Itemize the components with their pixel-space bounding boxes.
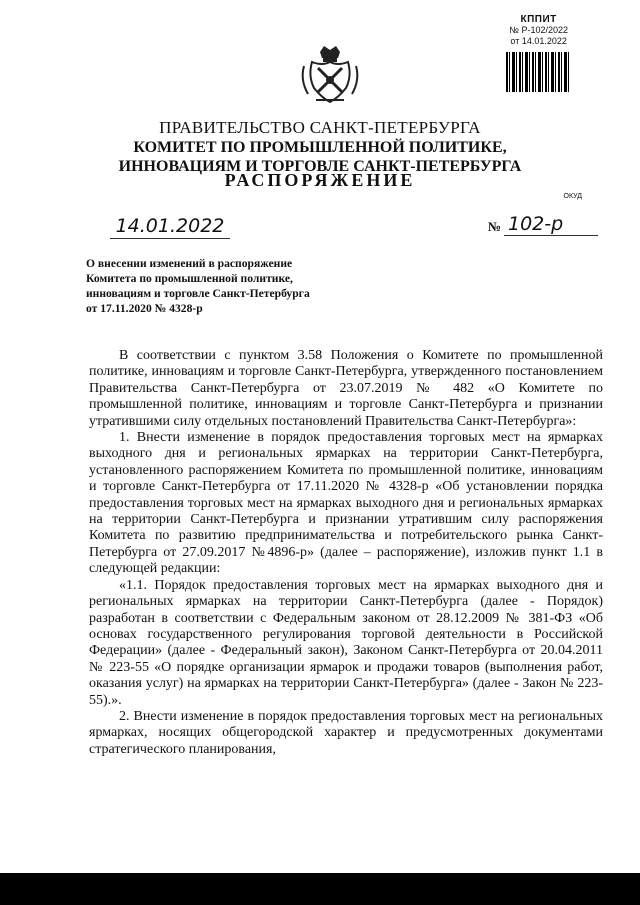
document-subject — [86, 256, 386, 316]
committee-line-1: КОМИТЕТ ПО ПРОМЫШЛЕННОЙ ПОЛИТИКЕ, — [133, 139, 507, 156]
paragraph-item-1-1: «1.1. Порядок предоставления торговых мест на ярмарках выходного дня и региональных ярмарках на территории Санкт-Петербурга (далее - Порядок) разработан в соответствии с Федеральным законом от 28.12.2009 № 381-ФЗ «Об основах государственного регулирования торговой деятельности в Российской Федерации» (далее - Федеральный закон), Законом Санкт-Петербурга от 20.04.2011 № 223-55 «О порядке организации ярмарок и продажи товаров (выполнения работ, оказания услуг) на ярмарках на территории Санкт-Петербурга» (далее - Закон № 223-55).». — [89, 577, 603, 708]
stamp-reg-date: от 14.01.2022 — [510, 36, 567, 46]
stamp-reg-number: № Р-102/2022 — [509, 25, 568, 35]
subject-line-2: Комитета по промышленной политике, — [86, 272, 293, 285]
document-date: 14.01.2022 — [110, 215, 230, 239]
government-heading: ПРАВИТЕЛЬСТВО САНКТ-ПЕТЕРБУРГА — [159, 118, 481, 137]
registration-stamp — [509, 14, 568, 47]
coat-of-arms-icon — [298, 44, 362, 108]
subject-line-4: от 17.11.2020 № 4328-р — [86, 302, 203, 315]
number-label: № — [488, 219, 502, 234]
okud-label: ОКУД — [563, 193, 582, 200]
committee-line-2: ИННОВАЦИЯМ И ТОРГОВЛЕ САНКТ-ПЕТЕРБУРГА — [118, 158, 522, 175]
stamp-code: КППИТ — [520, 14, 557, 25]
document-number: 102-р — [504, 213, 598, 236]
paragraph-item-2: 2. Внести изменение в порядок предоставления торговых мест на региональных ярмарках, носящих общегородской характер и предусмотренных документами стратегического планирования, — [89, 708, 603, 757]
subject-line-1: О внесении изменений в распоряжение — [86, 257, 293, 270]
document-type-title: РАСПОРЯЖЕНИЕ — [224, 170, 416, 190]
barcode — [506, 52, 570, 92]
paragraph-item-1: 1. Внести изменение в порядок предоставления торговых мест на ярмарках выходного дня и региональных ярмарках на территории Санкт-Петербурга, установленного распоряжением Комитета по промышленной политике, инновациям и торговле Санкт-Петербурга от 17.11.2020 № 4328-р «Об установлении порядка предоставления торговых мест на ярмарках выходного дня и региональных ярмарках на территории Санкт-Петербурга и признании утратившим силу распоряжения Комитета по развитию предпринимательства и потребительского рынка Санкт-Петербурга от 27.09.2017 №4896-р» (далее – распоряжение), изложив пункт 1.1 в следующей редакции: — [89, 430, 603, 577]
scan-edge-bar — [0, 873, 640, 905]
subject-line-3: инновациям и торговле Санкт-Петербурга — [86, 287, 310, 300]
document-body — [89, 348, 603, 758]
paragraph-preamble: В соответствии с пунктом 3.58 Положения о Комитете по промышленной политике, инновациям и торговле Санкт-Петербурга, утвержденного постановлением Правительства Санкт-Петербурга от 23.07.2019 № 482 «О Комитете по промышленной политике, инновациям и торговле Санкт-Петербурга и признании утратившими силу отдельных постановлений Правительства Санкт-Петербурга»: — [89, 348, 603, 429]
